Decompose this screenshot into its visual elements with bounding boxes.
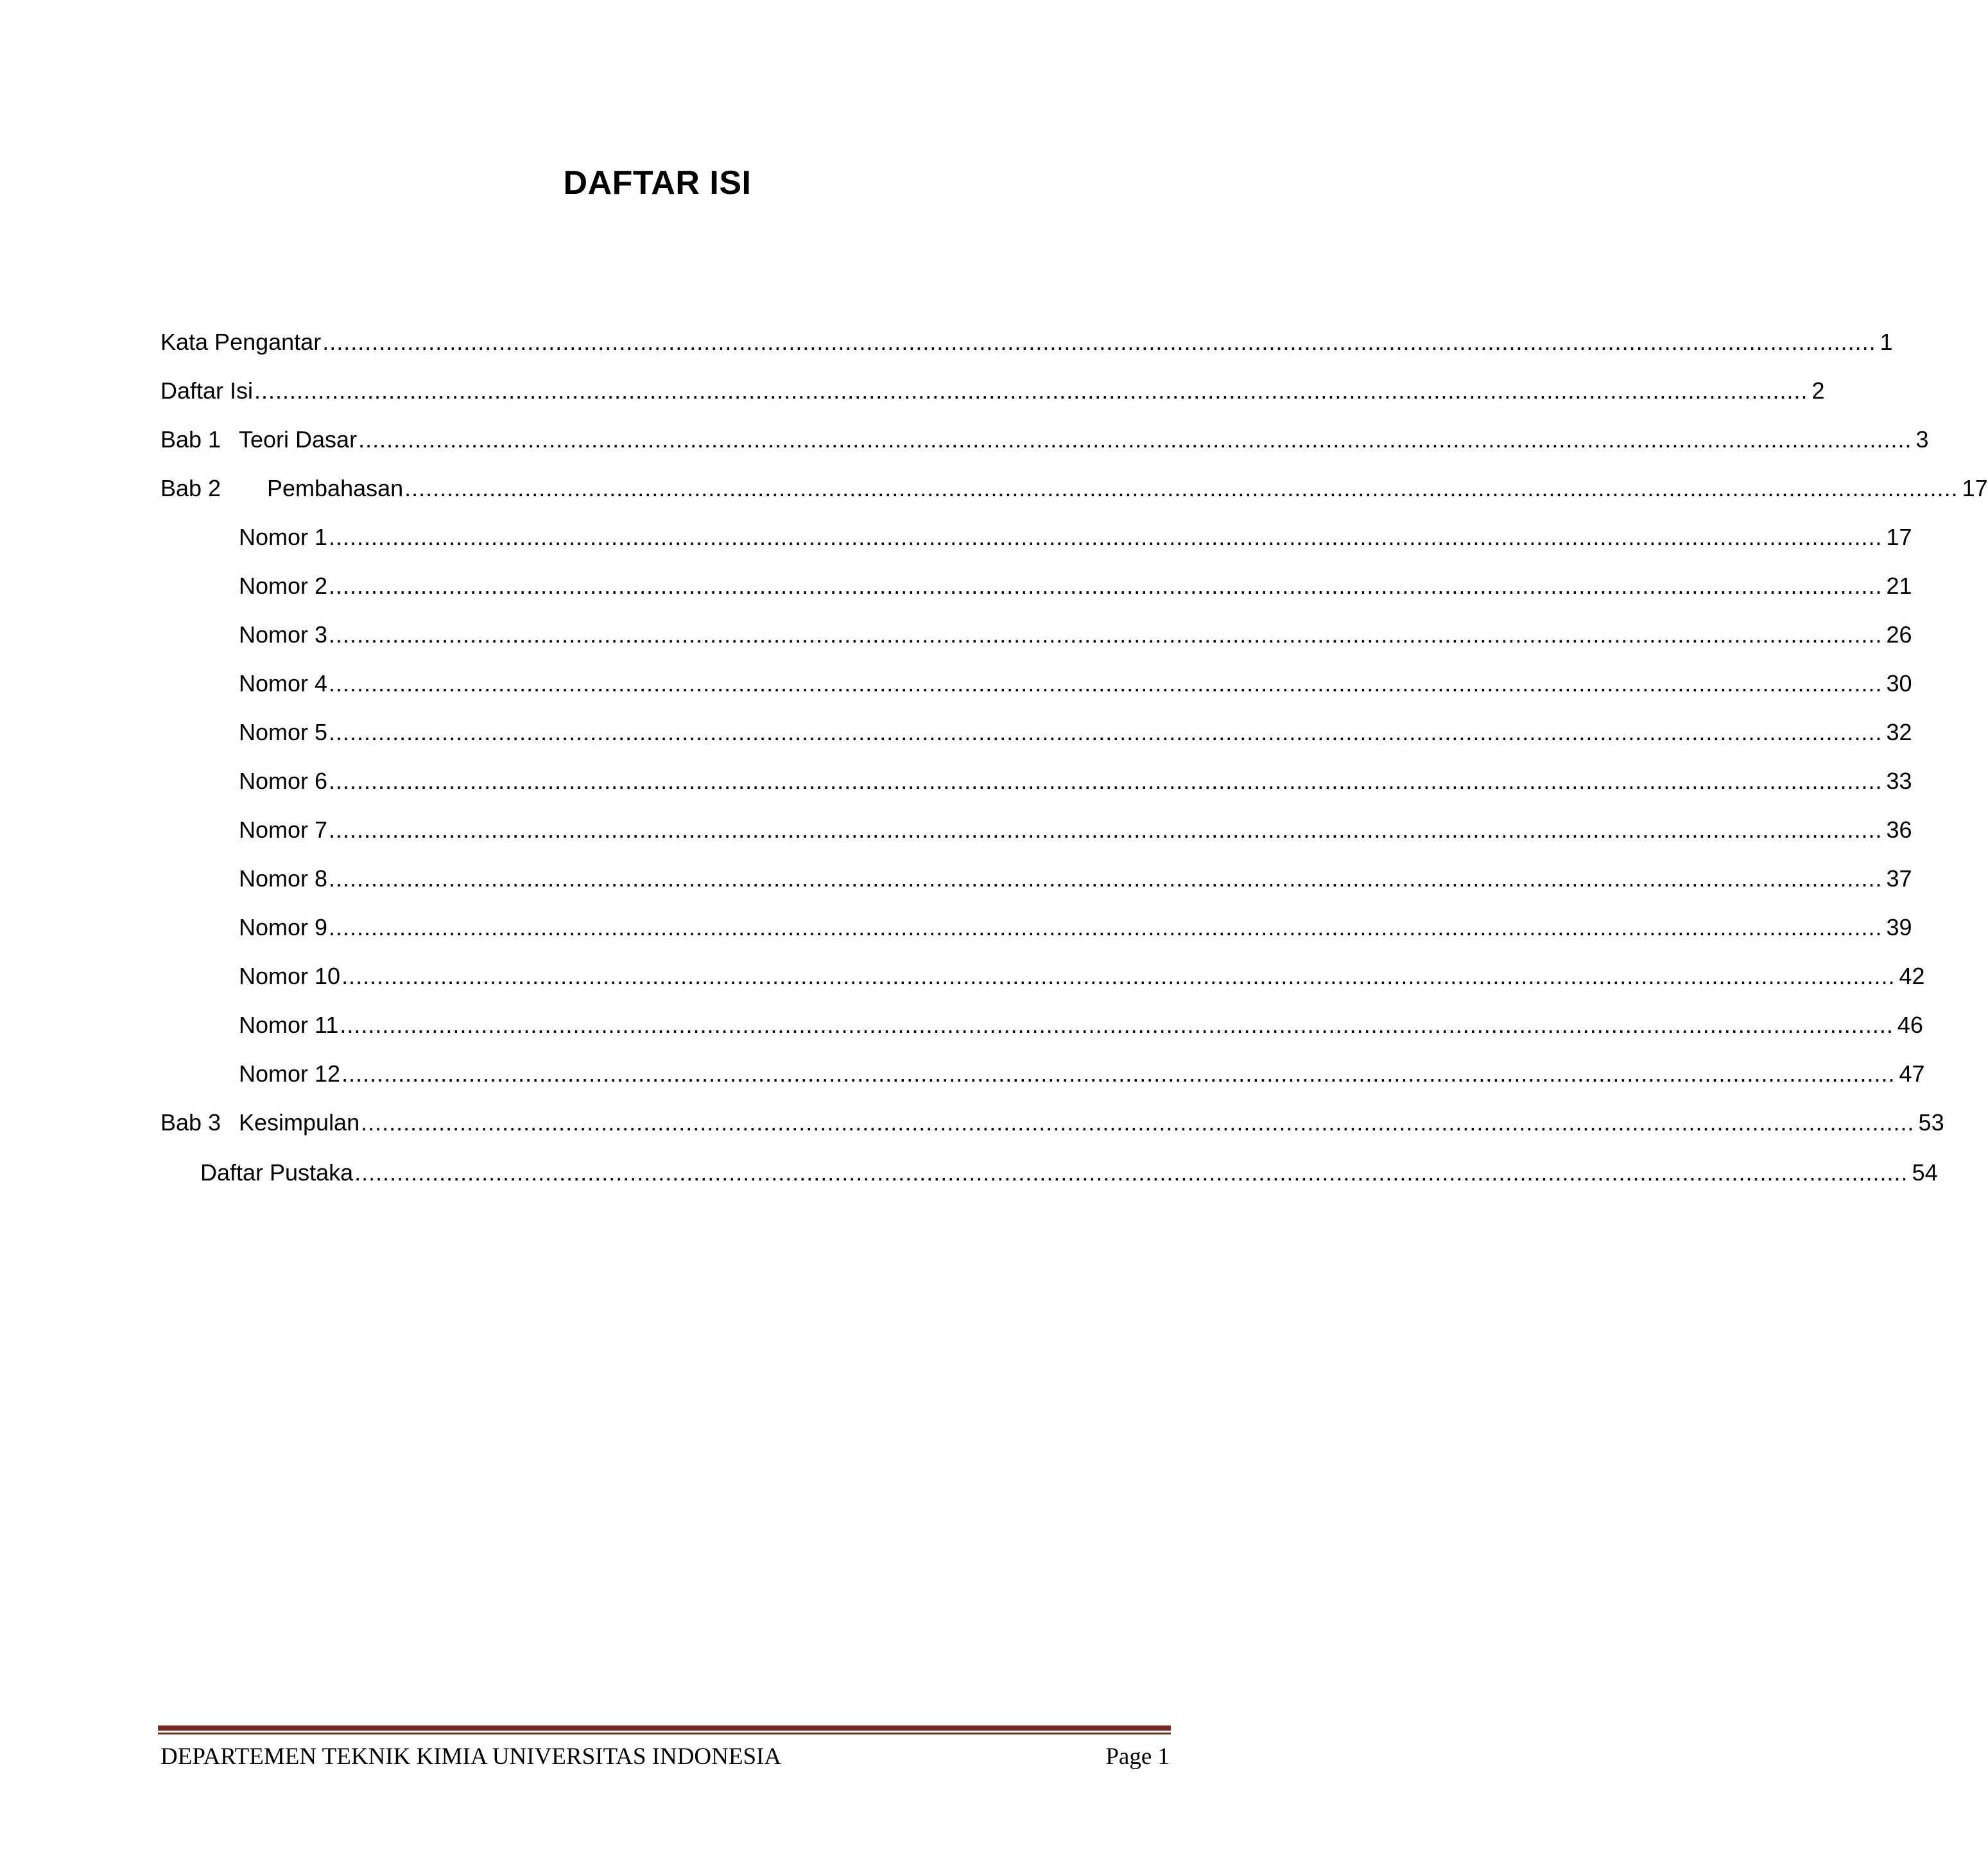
dot-leader: ............................................................................................................................................................................................................................ [254, 377, 1808, 404]
toc-entry-page-number: 1 [1880, 329, 1893, 355]
footer-divider [158, 1725, 1171, 1731]
toc-entry-page-number: 26 [1886, 621, 1912, 648]
toc-entry-nomor-5[interactable] [239, 716, 1912, 748]
toc-entry-nomor-2[interactable] [239, 570, 1912, 602]
toc-entry-page-number: 33 [1886, 768, 1912, 794]
toc-entry-nomor-11[interactable] [239, 1009, 1923, 1041]
footer-department: DEPARTEMEN TEKNIK KIMIA UNIVERSITAS INDONESIA [160, 1743, 782, 1770]
toc-entry-label: Daftar Pustaka [200, 1159, 354, 1186]
toc-entry-label: Nomor 5 [239, 719, 328, 745]
toc-entry-nomor-8[interactable] [239, 863, 1912, 895]
toc-entry-label: Kata Pengantar [160, 329, 322, 355]
toc-entry-page-number: 37 [1886, 865, 1912, 892]
toc-entry-page-number: 17 [1962, 475, 1988, 501]
toc-entry-label: Nomor 6 [239, 768, 328, 794]
dot-leader: ............................................................................................................................................................................................................................ [329, 719, 1883, 745]
toc-entry-chapter-number: Bab 2 [160, 475, 221, 501]
toc-entry-page-number: 42 [1899, 963, 1925, 989]
toc-entry-nomor-4[interactable] [239, 668, 1912, 700]
dot-leader: ............................................................................................................................................................................................................................ [404, 475, 1958, 501]
toc-entry-nomor-1[interactable] [239, 521, 1912, 553]
dot-leader: ............................................................................................................................................................................................................................ [329, 914, 1883, 940]
toc-entry-nomor-3[interactable] [239, 619, 1912, 651]
table-of-contents [0, 326, 1988, 1212]
toc-entry-label: Nomor 12 [239, 1060, 341, 1087]
toc-entry-page-number: 30 [1886, 670, 1912, 696]
toc-entry-label: Nomor 2 [239, 573, 328, 599]
toc-entry-bab-1[interactable] [160, 424, 1929, 456]
dot-leader: ............................................................................................................................................................................................................................ [329, 621, 1883, 648]
toc-entry-label: Nomor 7 [239, 817, 328, 843]
toc-entry-label: Pembahasan [267, 475, 404, 501]
dot-leader: ............................................................................................................................................................................................................................ [354, 1159, 1908, 1186]
dot-leader: ............................................................................................................................................................................................................................ [358, 426, 1912, 453]
toc-entry-kata-pengantar[interactable] [160, 326, 1893, 358]
toc-entry-page-number: 36 [1886, 817, 1912, 843]
page-title: DAFTAR ISI [563, 164, 752, 202]
dot-leader: ............................................................................................................................................................................................................................ [341, 1060, 1896, 1087]
toc-entry-chapter-number: Bab 1 [160, 426, 221, 453]
toc-entry-label: Nomor 9 [239, 914, 328, 940]
footer-divider-thin [158, 1733, 1171, 1734]
toc-entry-page-number: 39 [1886, 914, 1912, 940]
dot-leader: ............................................................................................................................................................................................................................ [329, 768, 1883, 794]
toc-entry-nomor-12[interactable] [239, 1058, 1925, 1090]
toc-entry-page-number: 32 [1886, 719, 1912, 745]
dot-leader: ............................................................................................................................................................................................................................ [322, 329, 1876, 355]
dot-leader: ............................................................................................................................................................................................................................ [340, 1012, 1894, 1038]
toc-entry-daftar-pustaka[interactable] [200, 1157, 1938, 1189]
toc-entry-label: Daftar Isi [160, 377, 254, 404]
toc-entry-label: Nomor 3 [239, 621, 328, 648]
toc-entry-label: Teori Dasar [239, 426, 358, 453]
dot-leader: ............................................................................................................................................................................................................................ [361, 1109, 1915, 1136]
toc-entry-bab-3[interactable] [160, 1107, 1944, 1139]
toc-entry-daftar-isi[interactable] [160, 375, 1825, 407]
toc-entry-nomor-10[interactable] [239, 960, 1925, 992]
dot-leader: ............................................................................................................................................................................................................................ [329, 865, 1883, 892]
toc-entry-nomor-9[interactable] [239, 912, 1912, 944]
dot-leader: ............................................................................................................................................................................................................................ [341, 963, 1896, 989]
toc-entry-bab-2[interactable] [160, 472, 1988, 505]
toc-entry-chapter-number: Bab 3 [160, 1109, 221, 1136]
toc-entry-page-number: 46 [1897, 1012, 1923, 1038]
toc-entry-nomor-6[interactable] [239, 765, 1912, 797]
toc-entry-label: Nomor 8 [239, 865, 328, 892]
dot-leader: ............................................................................................................................................................................................................................ [329, 573, 1883, 599]
toc-entry-label: Nomor 1 [239, 524, 328, 550]
toc-entry-page-number: 3 [1915, 426, 1929, 453]
footer-page-number: Page 1 [1105, 1743, 1170, 1770]
toc-entry-label: Kesimpulan [239, 1109, 360, 1136]
dot-leader: ............................................................................................................................................................................................................................ [329, 817, 1883, 843]
toc-entry-nomor-7[interactable] [239, 814, 1912, 846]
toc-entry-page-number: 17 [1886, 524, 1912, 550]
toc-entry-page-number: 21 [1886, 573, 1912, 599]
toc-entry-label: Nomor 10 [239, 963, 341, 989]
toc-entry-label: Nomor 11 [239, 1012, 339, 1038]
dot-leader: ............................................................................................................................................................................................................................ [329, 524, 1883, 550]
toc-entry-label: Nomor 4 [239, 670, 328, 696]
toc-entry-page-number: 2 [1811, 377, 1825, 404]
toc-entry-page-number: 53 [1918, 1109, 1944, 1136]
dot-leader: ............................................................................................................................................................................................................................ [329, 670, 1883, 696]
toc-entry-page-number: 47 [1899, 1060, 1925, 1087]
toc-entry-page-number: 54 [1912, 1159, 1938, 1186]
